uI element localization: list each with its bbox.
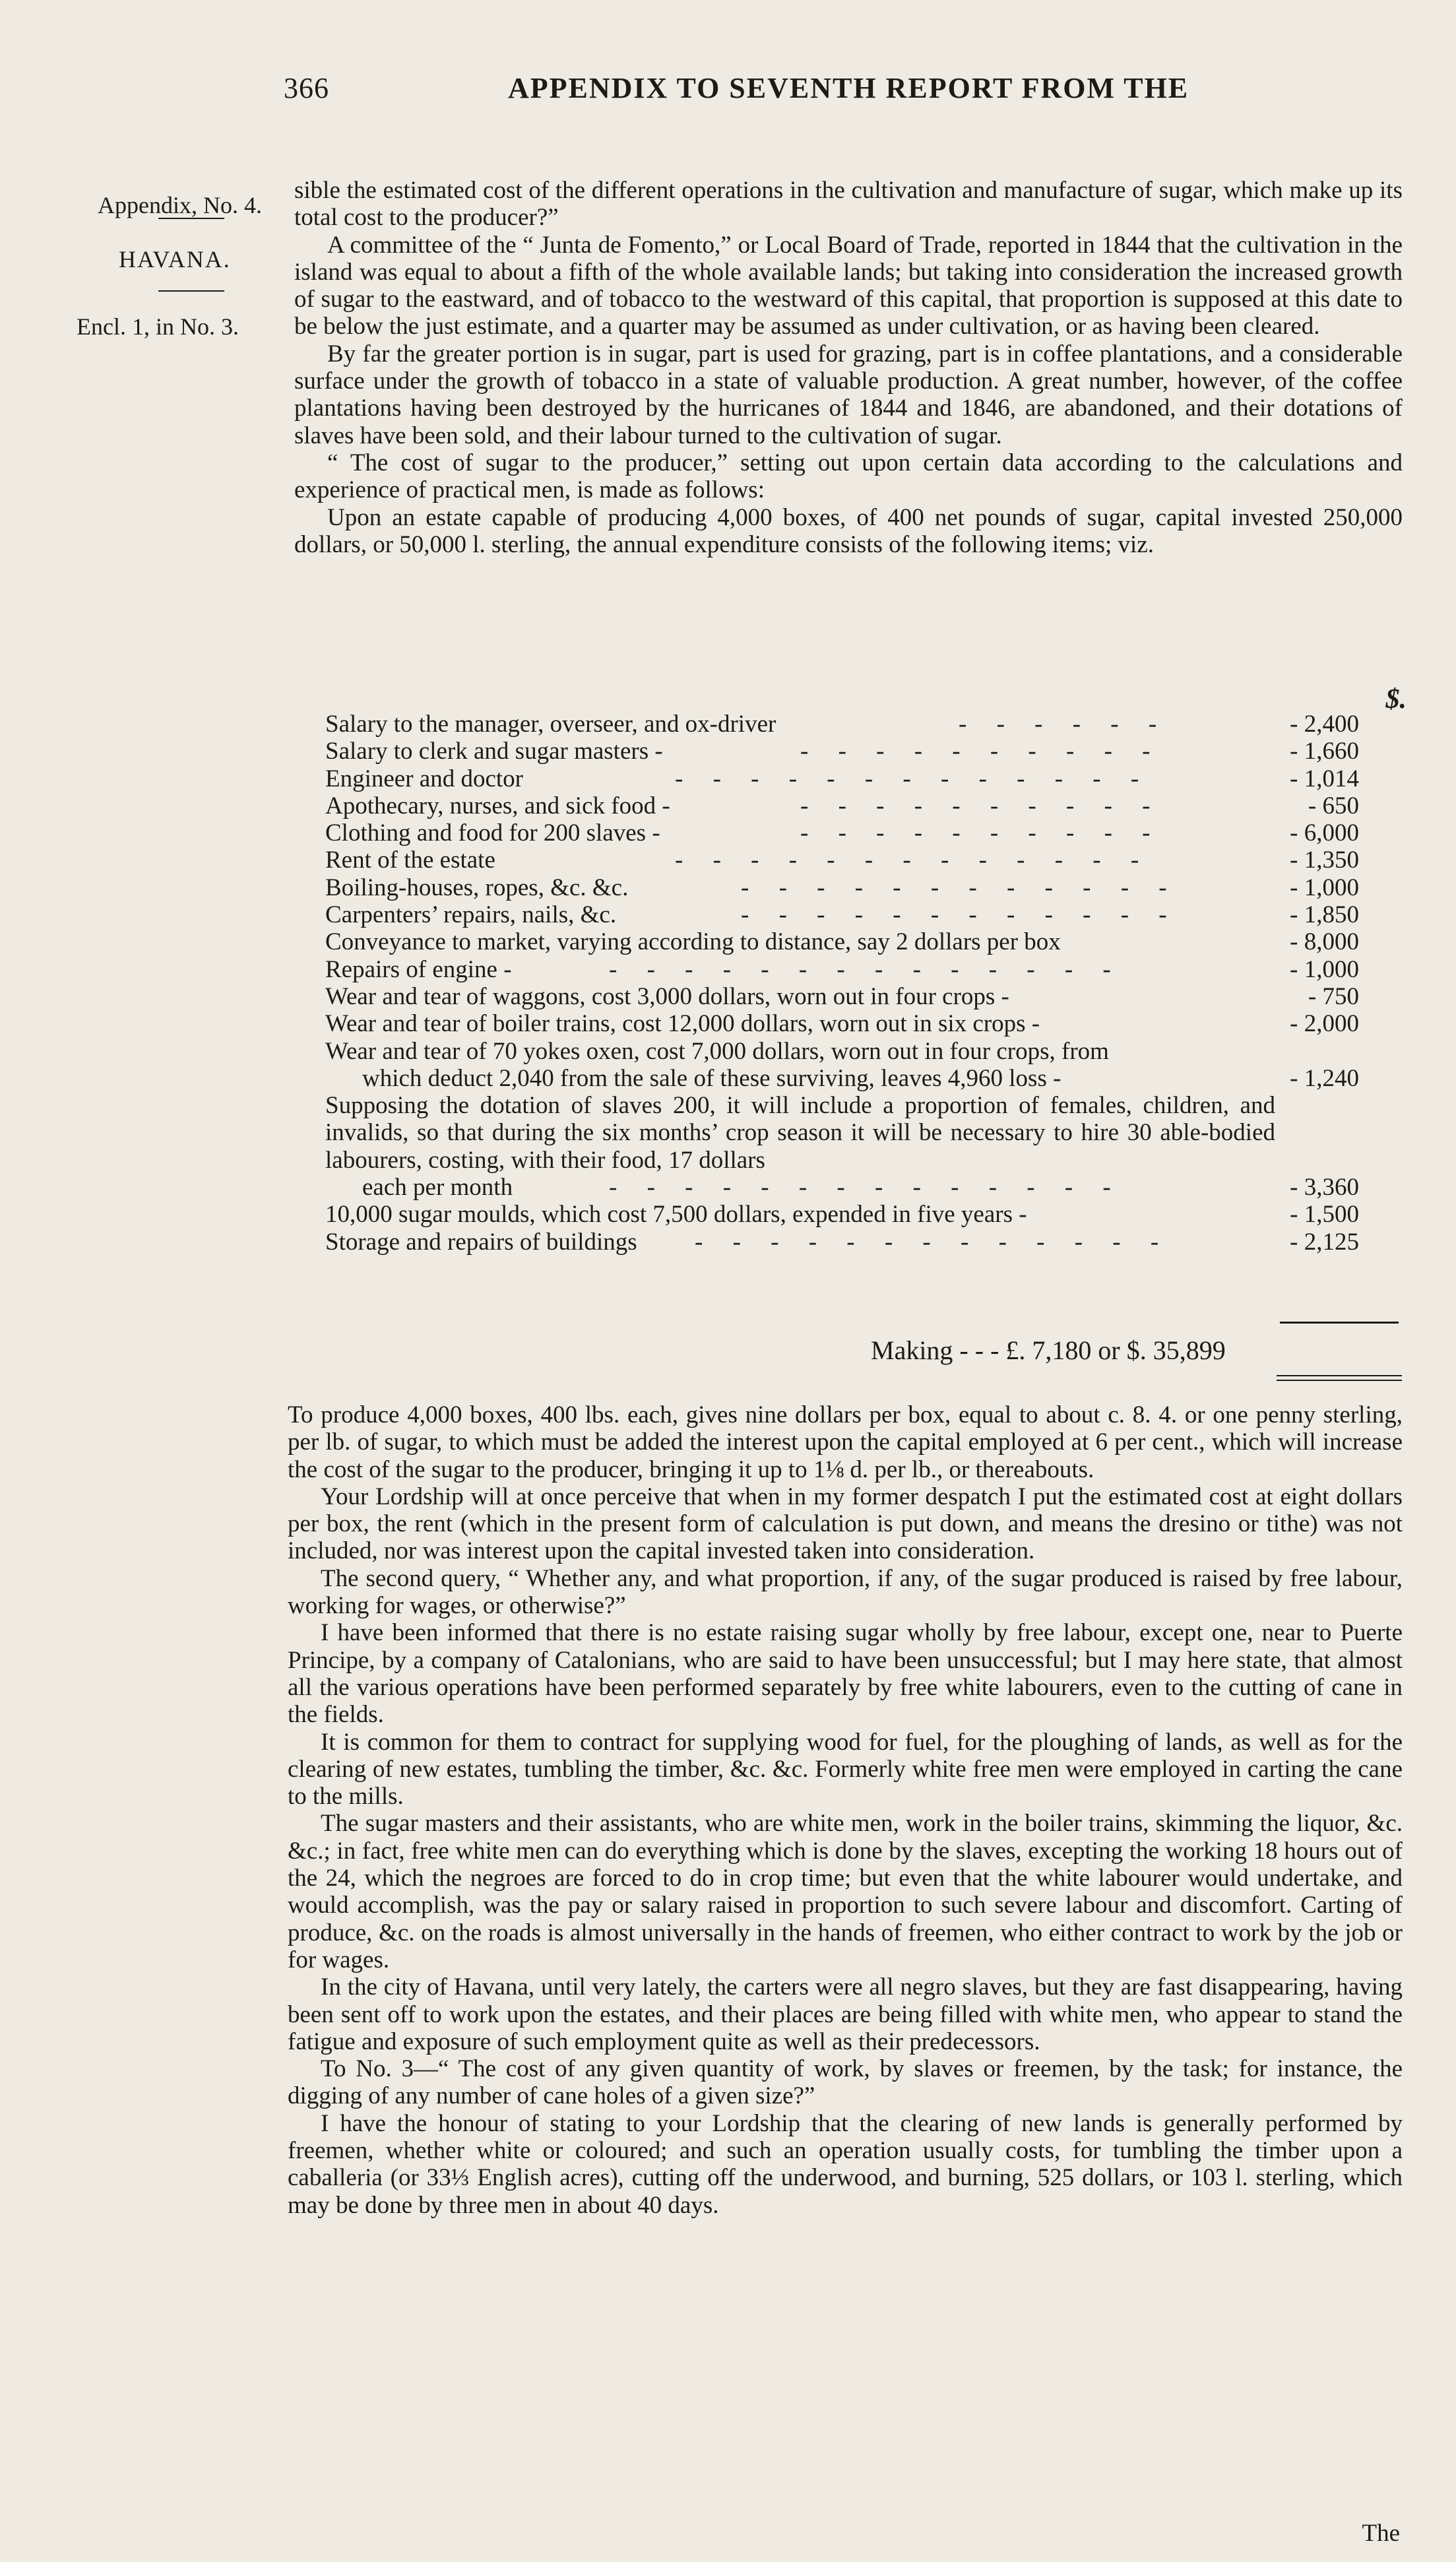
paragraph: The sugar masters and their assistants, who are white men, work in the boiler trains, skimming the liquor, &c. &c.; in fact, free white men can do everything which is done by the slaves, excepting the working 18 hours out of the 24, which the negroes are forced to do in crop time; but even that the white labourer would undertake, and would accomplish, was the pay or salary raised in proportion to such severe labour and discomfort. Carting of produce, &c. on the roads is almost universally in the hands of freemen, who either contract to work by the job or for wages. [288,1810,1403,1973]
leader-dots: - - - - - - - - - - - - [741,874,1179,901]
expenditure-row [325,1010,1381,1037]
item-amount: - 1,350 [1290,847,1359,874]
leader-dots: - - - - - - - - - - [800,738,1162,765]
item-description: Boiling-houses, ropes, &c. &c. [325,874,629,901]
item-amount: - 1,000 [1290,955,1359,983]
catchword: The [1362,2520,1400,2547]
paragraph: The second query, “ Whether any, and what proportion, if any, of the sugar produced is raised by free labour, working for wages, or otherwise?” [288,1564,1403,1620]
expenditure-table [325,711,1381,1256]
item-amount: - 6,000 [1290,819,1359,847]
expenditure-row-oxen-line1 [325,1038,1381,1065]
expenditure-row [325,711,1381,738]
item-amount: - 1,240 [1290,1064,1359,1092]
item-description: Wear and tear of waggons, cost 3,000 dollars, worn out in four crops - [325,982,1009,1010]
margin-enclosure-note: Encl. 1, in No. 3. [77,313,239,340]
expenditure-row-labourers [325,1092,1381,1174]
sum-rule [1280,1322,1399,1324]
item-description: Apothecary, nurses, and sick food - [325,792,670,819]
currency-heading: $. [1385,684,1407,715]
paragraph: sible the estimated cost of the different operations in the cultivation and manufacture of sugar, which make up its total cost to the producer?” [294,177,1403,232]
item-amount: - 2,000 [1290,1010,1359,1038]
item-description: which deduct 2,040 from the sale of these surviving, leaves 4,960 loss - [362,1064,1061,1092]
total-line: Making - - - £. 7,180 or $. 35,899 [871,1335,1226,1365]
item-amount: - 2,125 [1290,1228,1359,1256]
item-description: each per month [362,1174,513,1201]
double-rule-bottom [1277,1380,1402,1381]
paragraph: By far the greater portion is in sugar, part is used for grazing, part is in coffee plantations, and a considerable surface under the growth of tobacco in a state of valuable production. A great number, however, of the coffee plantations having been destroyed by the hurricanes of 1844 and 1846, are abandoned, and their dotations of slaves have been sold, and their labour turned to the cultivation of sugar. [294,340,1403,449]
item-amount: - 1,850 [1290,901,1359,929]
leader-dots: - - - - - - [959,711,1169,738]
paragraph: Your Lordship will at once perceive that when in my former despatch I put the estimated cost at eight dollars per box, the rent (which in the present form of calculation is put down, and means the dresino or tithe) was not included, nor was interest upon the capital invested taken into consideration. [288,1483,1403,1565]
expenditure-row [325,738,1381,765]
leader-dots: - - - - - - - - - - [800,792,1162,819]
item-description: Rent of the estate [325,847,495,874]
expenditure-row [325,819,1381,847]
double-rule-top [1277,1375,1402,1376]
margin-rule [158,290,224,292]
expenditure-row [325,928,1381,955]
expenditure-row [325,765,1381,792]
expenditure-row-oxen-line2 [325,1065,1381,1092]
item-description: Salary to the manager, overseer, and ox-driver [325,711,776,738]
leader-dots: - - - - - - - - - - - - - [695,1228,1171,1256]
expenditure-row [325,1229,1381,1256]
running-title: APPENDIX TO SEVENTH REPORT FROM THE [508,72,1189,104]
expenditure-row [325,1201,1381,1228]
leader-dots: - - - - - - - - - - - - - [675,847,1151,874]
item-description: Clothing and food for 200 slaves - [325,819,660,847]
item-amount: - 1,660 [1290,738,1359,765]
item-description: Engineer and doctor [325,765,523,792]
paragraph: “ The cost of sugar to the producer,” setting out upon certain data according to the calculations and experience of practical men, is made as follows: [294,449,1403,504]
item-amount: - 2,400 [1290,711,1359,738]
item-description: 10,000 sugar moulds, which cost 7,500 dollars, expended in five years - [325,1201,1027,1229]
item-amount: - 750 [1308,982,1359,1010]
item-amount: - 1,014 [1290,765,1359,792]
paragraph: A committee of the “ Junta de Fomento,” or Local Board of Trade, reported in 1844 that the cultivation in the island was equal to about a fifth of the whole available lands; but taking into consideration the increased growth of sugar to the eastward, and of tobacco to the westward of this capital, that proportion is supposed at this date to be below the just estimate, and a quarter may be assumed as under cultivation, or as having been cleared. [294,231,1403,340]
expenditure-row [325,874,1381,901]
item-amount: - 8,000 [1290,928,1359,956]
expenditure-row [325,983,1381,1010]
leader-dots: - - - - - - - - - - - - - - [609,955,1123,983]
item-description: Repairs of engine - [325,955,512,983]
paragraph: To No. 3—“ The cost of any given quantity of work, by slaves or freemen, by the task; for instance, the digging of any number of cane holes of a given size?” [288,2055,1403,2110]
leader-dots: - - - - - - - - - - - - - [675,765,1151,792]
item-description: Conveyance to market, varying according to distance, say 2 dollars per box [325,928,1061,956]
paragraph: In the city of Havana, until very lately, the carters were all negro slaves, but they are fast disappearing, having been sent off to work upon the estates, and their places are being filled with white men, who appear to stand the fatigue and exposure of such employment quite as well as their predecessors. [288,1973,1403,2055]
expenditure-row [325,956,1381,983]
expenditure-row-labourers-last [325,1174,1381,1201]
item-description: Storage and repairs of buildings [325,1228,637,1256]
paragraph: I have been informed that there is no estate raising sugar wholly by free labour, except one, near to Puerte Principe, by a company of Catalonians, who are said to have been unsuccessful; but I may here state, that almost all the various operations have been performed separately by free white labourers, even to the cutting of cane in the fields. [288,1619,1403,1729]
item-amount: - 650 [1308,792,1359,819]
item-description: Wear and tear of 70 yokes oxen, cost 7,000 dollars, worn out in four crops, from [325,1037,1109,1065]
paragraph: To produce 4,000 boxes, 400 lbs. each, gives nine dollars per box, equal to about c. 8. 4. or one penny sterling, per lb. of sugar, to which must be added the interest upon the capital employed at 6 per cent., which will increase the cost of the sugar to the producer, bringing it up to 1⅛ d. per lb., or thereabouts. [288,1401,1403,1483]
paragraph: Upon an estate capable of producing 4,000 boxes, of 400 net pounds of sugar, capital invested 250,000 dollars, or 50,000 l. sterling, the annual expenditure consists of the following items; viz. [294,503,1403,558]
item-description: Carpenters’ repairs, nails, &c. [325,901,617,929]
expenditure-row [325,901,1381,928]
page-header [284,71,1405,131]
leader-dots: - - - - - - - - - - - - [741,901,1179,929]
item-description: Supposing the dotation of slaves 200, it will include a proportion of females, children, and invalids, so that during the six months’ crop season it will be necessary to hire 30 able-bodied labourers, costing, with their food, 17 dollars [325,1092,1275,1174]
item-description: Salary to clerk and sugar masters - [325,738,663,765]
leader-dots: - - - - - - - - - - - - - - [609,1174,1123,1201]
paragraph: It is common for them to contract for supplying wood for fuel, for the ploughing of lands, as well as for the clearing of new estates, tumbling the timber, &c. &c. Formerly white free men were employed in carting the cane to the mills. [288,1728,1403,1810]
page-number: 366 [284,72,329,104]
body-text [288,1401,1403,2219]
margin-appendix-note: Appendix, No. 4. [98,192,262,218]
item-description: Wear and tear of boiler trains, cost 12,000 dollars, worn out in six crops - [325,1010,1040,1038]
item-amount: - 3,360 [1290,1174,1359,1201]
paragraph: I have the honour of stating to your Lordship that the clearing of new lands is generally performed by freemen, whether white or coloured; and such an operation usually costs, for tumbling the timber upon a caballeria (or 33⅓ English acres), cutting off the underwood, and burning, 525 dollars, or 103 l. sterling, which may be done by three men in about 40 days. [288,2109,1403,2219]
leader-dots: - - - - - - - - - - [800,819,1162,847]
expenditure-row [325,792,1381,819]
margin-place-note: HAVANA. [119,246,231,272]
margin-rule [158,218,224,219]
item-amount: - 1,000 [1290,874,1359,901]
expenditure-row [325,847,1381,874]
item-amount: - 1,500 [1290,1201,1359,1229]
intro-text [294,177,1403,558]
